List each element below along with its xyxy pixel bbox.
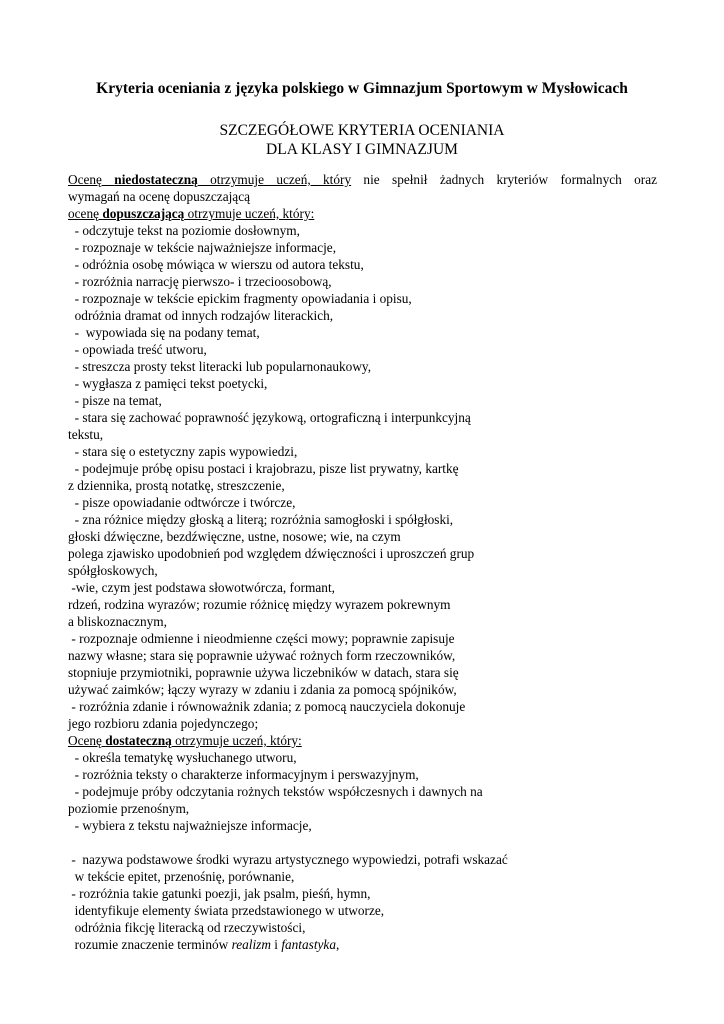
grade-dostateczna: dostateczną — [105, 733, 172, 748]
last-line-comma: , — [335, 937, 340, 952]
criteria-line: - rozpoznaje w tekście epickim fragmenty opowiadania i opisu, — [68, 291, 412, 306]
heading-ocene-text: Ocenę — [68, 733, 106, 748]
criteria-line: - stara się zachować poprawność językową, ortograficzną i interpunkcyjną — [68, 410, 471, 425]
criteria-line: - podejmuje próby odczytania rożnych tekstów współczesnych i dawnych na — [68, 784, 483, 799]
criteria-line: - wybiera z tekstu najważniejsze informacje, — [68, 818, 312, 833]
criteria-line: - zna różnice między głoską a literą; rozróżnia samogłoski i spółgłoski, — [68, 512, 454, 527]
criteria-list-dopuszczajaca — [68, 222, 657, 732]
heading-otrzymuje-text: otrzymuje uczeń, który: — [171, 733, 302, 748]
last-line-text: rozumie znaczenie terminów — [68, 937, 232, 952]
criteria-line: używać zaimków; łączy wyrazy w zdaniu i zdania za pomocą spójników, — [68, 682, 457, 697]
criteria-line: poziomie przenośnym, — [68, 801, 190, 816]
intro-ocene-text: Ocenę — [68, 172, 115, 187]
criteria-line: - odróżnia osobę mówiąca w wierszu od autora tekstu, — [68, 257, 364, 272]
criteria-line: - rozróżnia zdanie i równoważnik zdania; z pomocą nauczyciela dokonuje — [68, 699, 466, 714]
criteria-line: odróżnia fikcję literacką od rzeczywistości, — [68, 920, 306, 935]
criteria-line: w tekście epitet, przenośnię, porównanie, — [68, 869, 295, 884]
criteria-line: - rozróżnia teksty o charakterze informacyjnym i perswazyjnym, — [68, 767, 419, 782]
section-heading-dopuszczajaca — [68, 205, 657, 222]
criteria-line: - streszcza prosty tekst literacki lub popularnonaukowy, — [68, 359, 372, 374]
criteria-line: -wie, czym jest podstawa słowotwórcza, formant, — [68, 580, 335, 595]
subtitle-line-1: SZCZEGÓŁOWE KRYTERIA OCENIANIA — [219, 122, 505, 139]
criteria-line: - wygłasza z pamięci tekst poetycki, — [68, 376, 268, 391]
criteria-list-dostateczna — [68, 749, 657, 834]
heading-otrzymuje-text: otrzymuje uczeń, który: — [184, 206, 315, 221]
term-fantastyka: fantastyka — [281, 937, 336, 952]
criteria-line: rdzeń, rodzina wyrazów; rozumie różnicę między wyrazem pokrewnym — [68, 597, 451, 612]
criteria-line: odróżnia dramat od innych rodzajów literackich, — [68, 308, 334, 323]
criteria-line: jego rozbioru zdania pojedynczego; — [68, 716, 259, 731]
criteria-line: identyfikuje elementy świata przedstawionego w utworze, — [68, 903, 385, 918]
criteria-line: głoski dźwięczne, bezdźwięczne, ustne, nosowe; wie, na czym — [68, 529, 401, 544]
intro-rest-text: nie spełnił żadnych kryteriów formalnych oraz — [351, 172, 657, 187]
grade-dopuszczajaca: dopuszczającą — [102, 206, 185, 221]
intro-line-1 — [68, 171, 657, 188]
criteria-line: - stara się o estetyczny zapis wypowiedzi, — [68, 444, 298, 459]
criteria-line: - opowiada treść utworu, — [68, 342, 207, 357]
grade-niedostateczna: niedostateczną — [114, 172, 198, 187]
criteria-line: polega zjawisko upodobnień pod względem dźwięczności i uproszczeń grup — [68, 546, 475, 561]
criteria-line: - rozpoznaje w tekście najważniejsze informacje, — [68, 240, 337, 255]
criteria-line: - podejmuje próbę opisu postaci i krajobrazu, pisze list prywatny, kartkę — [68, 461, 459, 476]
last-line-conj: i — [270, 937, 282, 952]
criteria-line: stopniuje przymiotniki, poprawnie używa liczebników w datach, stara się — [68, 665, 459, 680]
criteria-line: - rozpoznaje odmienne i nieodmienne części mowy; poprawnie zapisuje — [68, 631, 455, 646]
criteria-line: - pisze na temat, — [68, 393, 162, 408]
criteria-line-last — [68, 936, 657, 953]
criteria-line: - odczytuje tekst na poziomie dosłownym, — [68, 223, 300, 238]
criteria-line: - określa tematykę wysłuchanego utworu, — [68, 750, 297, 765]
criteria-line: - nazywa podstawowe środki wyrazu artystycznego wypowiedzi, potrafi wskazać — [68, 852, 508, 867]
criteria-line: a bliskoznacznym, — [68, 614, 167, 629]
criteria-line: nazwy własne; stara się poprawnie używać rożnych form rzeczowników, — [68, 648, 456, 663]
intro-otrzymuje-text: otrzymuje uczeń, który — [197, 172, 352, 187]
term-realizm: realizm — [231, 937, 271, 952]
criteria-line: spółgłoskowych, — [68, 563, 158, 578]
heading-ocene-text: ocenę — [68, 206, 103, 221]
criteria-line: tekstu, — [68, 427, 104, 442]
criteria-list-dostateczna-2 — [68, 851, 657, 936]
criteria-line: z dziennika, prostą notatkę, streszczenie, — [68, 478, 285, 493]
criteria-line: - rozróżnia narrację pierwszo- i trzecioosobową, — [68, 274, 332, 289]
subtitle-line-2: DLA KLASY I GIMNAZJUM — [266, 141, 458, 158]
document-title: Kryteria oceniania z języka polskiego w Gimnazjum Sportowym w Mysłowicach — [96, 80, 628, 97]
criteria-line: - rozróżnia takie gatunki poezji, jak psalm, pieśń, hymn, — [68, 886, 371, 901]
intro-line-2: wymagań na ocenę dopuszczającą — [68, 189, 250, 204]
section-heading-dostateczna — [68, 732, 657, 749]
document-body — [68, 171, 657, 953]
criteria-line: - pisze opowiadanie odtwórcze i twórcze, — [68, 495, 296, 510]
blank-line — [68, 834, 657, 851]
criteria-line: - wypowiada się na podany temat, — [68, 325, 260, 340]
